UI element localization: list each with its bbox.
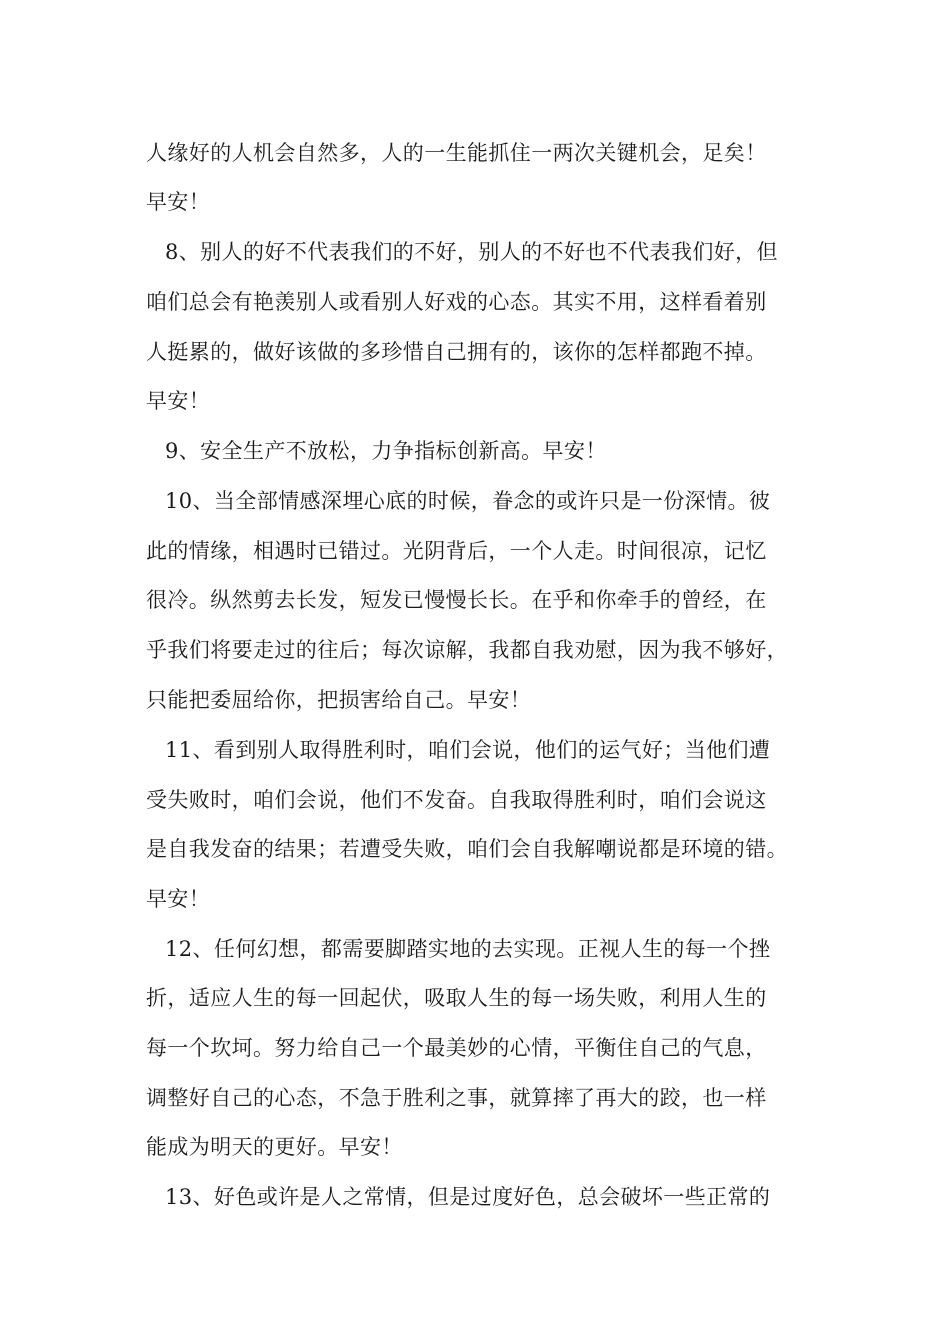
text-line: 很冷。纵然剪去长发，短发已慢慢长长。在乎和你牵手的曾经，在: [146, 588, 767, 612]
text-line: 受失败时，咱们会说，他们不发奋。自我取得胜利时，咱们会说这: [146, 788, 767, 812]
text-line: 每一个坎坷。努力给自己一个最美妙的心情，平衡住自己的气息，: [146, 1036, 767, 1060]
text-line: 早安！: [146, 389, 211, 413]
text-line: 乎我们将要走过的往后；每次谅解，我都自我劝慰，因为我不够好，: [146, 638, 788, 662]
text-line: 能成为明天的更好。早安！: [146, 1135, 403, 1159]
text-line: 此的情缘，相遇时已错过。光阴背后，一个人走。时间很凉，记忆: [146, 539, 767, 563]
text-line: 咱们总会有艳羡别人或看别人好戏的心态。其实不用，这样看着别: [146, 290, 767, 314]
text-line: 早安！: [146, 190, 211, 214]
text-line: 8、别人的好不代表我们的不好，别人的不好也不代表我们好，但: [165, 240, 778, 264]
text-line: 人缘好的人机会自然多，人的一生能抓住一两次关键机会，足矣！: [146, 141, 767, 165]
text-line: 13、好色或许是人之常情，但是过度好色，总会破坏一些正常的: [165, 1185, 771, 1209]
text-line: 9、安全生产不放松，力争指标创新高。早安！: [165, 439, 607, 463]
text-line: 只能把委屈给你，把损害给自己。早安！: [146, 688, 532, 712]
text-line: 是自我发奋的结果；若遭受失败，咱们会自我解嘲说都是环境的错。: [146, 837, 788, 861]
text-line: 调整好自己的心态，不急于胜利之事，就算摔了再大的跤，也一样: [146, 1086, 767, 1110]
text-line: 人挺累的，做好该做的多珍惜自己拥有的，该你的怎样都跑不掉。: [146, 340, 767, 364]
text-line: 早安！: [146, 887, 211, 911]
text-line: 12、任何幻想，都需要脚踏实地的去实现。正视人生的每一个挫: [165, 937, 771, 961]
text-line: 11、看到别人取得胜利时，咱们会说，他们的运气好；当他们遭: [165, 738, 771, 762]
text-line: 折，适应人生的每一回起伏，吸取人生的每一场失败，利用人生的: [146, 986, 767, 1010]
text-line: 10、当全部情感深埋心底的时候，眷念的或许只是一份深情。彼: [165, 489, 771, 513]
